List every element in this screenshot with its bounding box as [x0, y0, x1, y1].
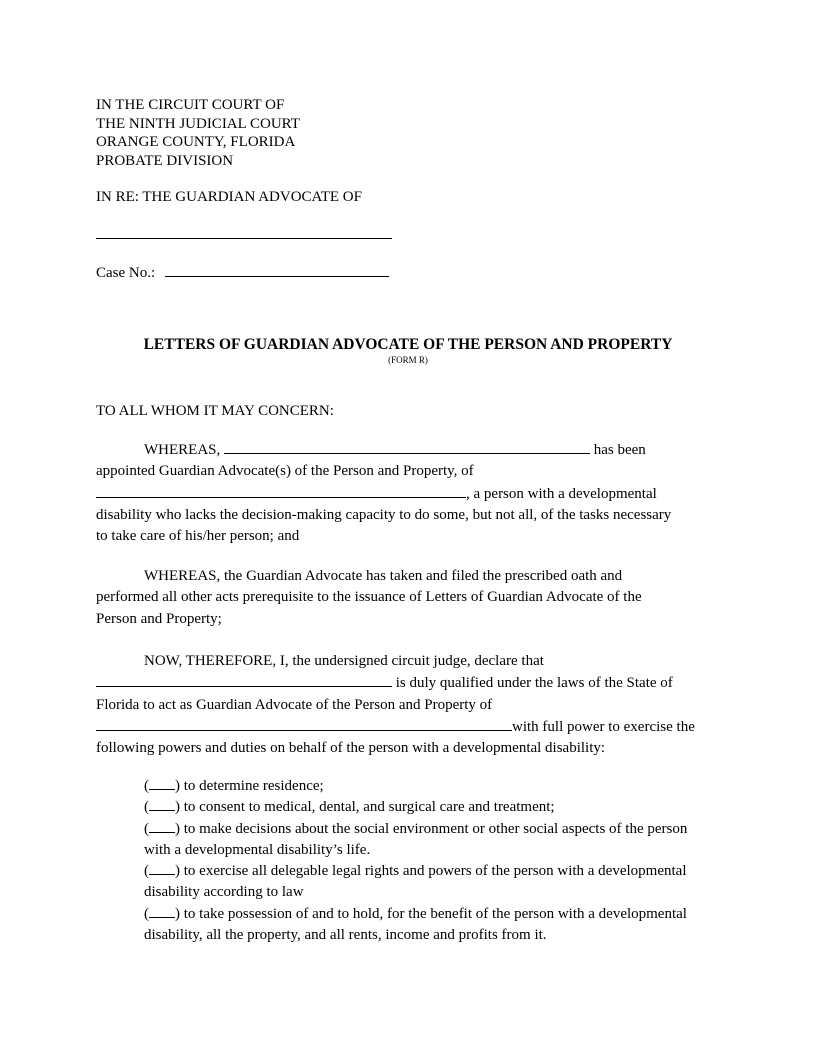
case-number-blank[interactable] — [165, 262, 389, 277]
court-line-2: THE NINTH JUDICIAL COURT — [96, 115, 300, 132]
guardian-name-blank[interactable] — [224, 439, 590, 454]
p1-line-3 — [96, 483, 720, 505]
power-item-medical — [144, 797, 724, 818]
open-paren: ( — [144, 778, 149, 794]
paragraph-1 — [96, 439, 720, 547]
power-text: ) to determine residence; — [175, 778, 324, 794]
power-checkbox-legal-rights[interactable] — [149, 861, 175, 875]
p1-whereas: WHEREAS, — [144, 442, 221, 458]
p1-line-2: appointed Guardian Advocate(s) of the Person and Property, of — [96, 463, 474, 480]
power-checkbox-property[interactable] — [149, 904, 175, 918]
p1-line-4: disability who lacks the decision-making capacity to do some, but not all, of the tasks necessary — [96, 506, 672, 523]
open-paren: ( — [144, 905, 149, 922]
p2-line-2: performed all other acts prerequisite to the issuance of Letters of Guardian Advocate of the — [96, 589, 642, 606]
paragraph-2 — [96, 566, 720, 630]
p3-line-5: following powers and duties on behalf of the person with a developmental disability: — [96, 740, 606, 757]
p2-line-1: WHEREAS, the Guardian Advocate has taken and filed the prescribed oath and — [144, 568, 623, 584]
case-no-label: Case No.: — [96, 265, 156, 281]
power-item-property — [144, 904, 724, 947]
power-item-social — [144, 819, 724, 862]
ward-property-blank[interactable] — [96, 716, 512, 731]
power-checkbox-social[interactable] — [149, 819, 175, 833]
power-item-legal-rights — [144, 861, 724, 904]
p1-line-1 — [96, 439, 720, 461]
qualified-guardian-blank[interactable] — [96, 672, 392, 687]
p3-line-1: NOW, THEREFORE, I, the undersigned circuit judge, declare that — [144, 653, 544, 669]
p3-line-4 — [96, 716, 720, 738]
p3-line-3: Florida to act as Guardian Advocate of the Person and Property of — [96, 696, 493, 713]
paragraph-3 — [96, 651, 720, 759]
power-text-cont: disability according to law — [144, 884, 304, 901]
p3-line-2-tail: is duly qualified under the laws of the State of — [392, 675, 673, 692]
power-text: ) to make decisions about the social environment or other social aspects of the person — [175, 820, 688, 837]
p3-line-2 — [96, 672, 720, 694]
document-title: LETTERS OF GUARDIAN ADVOCATE OF THE PERSON AND PROPERTY — [143, 336, 673, 353]
in-re-line — [96, 188, 720, 207]
p1-has-been: has been — [593, 442, 646, 458]
power-text-cont: with a developmental disability’s life. — [144, 841, 371, 858]
p1-line-3-tail: , a person with a developmental — [466, 485, 657, 502]
case-number-line — [96, 262, 720, 283]
power-text: ) to exercise all delegable legal rights and powers of the person with a developmental — [175, 863, 687, 880]
p3-line-4-tail: with full power to exercise the — [512, 718, 695, 735]
open-paren: ( — [144, 863, 149, 880]
salutation: TO ALL WHOM IT MAY CONCERN: — [96, 403, 334, 419]
open-paren: ( — [144, 820, 149, 837]
court-line-3: ORANGE COUNTY, FLORIDA — [96, 134, 296, 150]
power-checkbox-residence[interactable] — [149, 776, 175, 790]
court-line-4: PROBATE DIVISION — [96, 152, 234, 169]
court-line-1: IN THE CIRCUIT COURT OF — [96, 97, 285, 113]
powers-list — [144, 776, 724, 946]
in-re-text: IN RE: THE GUARDIAN ADVOCATE OF — [96, 189, 362, 205]
power-text-cont: disability, all the property, and all rents, income and profits from it. — [144, 927, 547, 944]
ward-name-line — [96, 224, 720, 245]
person-name-blank[interactable] — [96, 483, 466, 498]
open-paren: ( — [144, 799, 149, 816]
court-caption — [96, 96, 720, 170]
ward-name-blank[interactable] — [96, 224, 392, 239]
power-checkbox-medical[interactable] — [149, 797, 175, 811]
p2-line-3: Person and Property; — [96, 610, 222, 627]
power-text: ) to consent to medical, dental, and surgical care and treatment; — [175, 799, 555, 816]
power-text: ) to take possession of and to hold, for the benefit of the person with a developmental — [175, 905, 687, 922]
power-item-residence — [144, 776, 724, 797]
p1-line-5: to take care of his/her person; and — [96, 528, 300, 545]
form-label: (FORM R) — [388, 355, 428, 365]
